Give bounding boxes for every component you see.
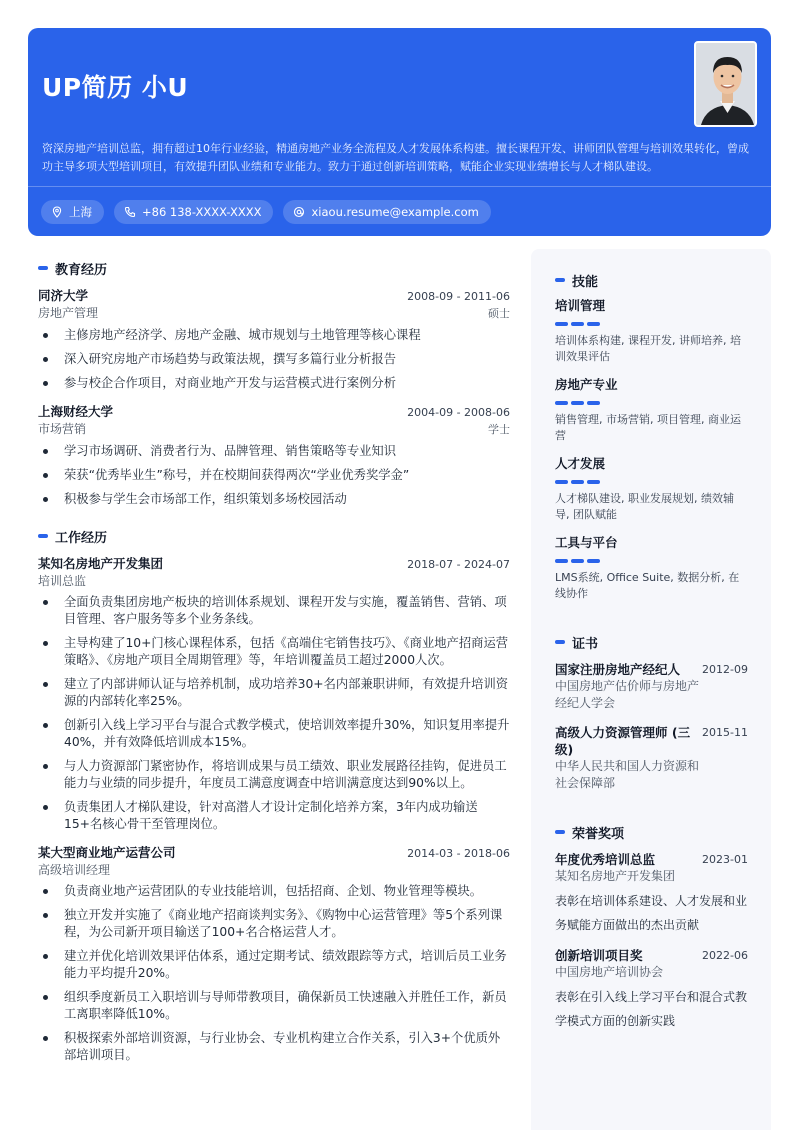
phone-icon (124, 206, 136, 218)
bullet-item: 与人力资源部门紧密协作，将培训成果与员工绩效、职业发展路径挂钩，促进员工能力与业绩的同步提升，年度员工满意度调查中培训满意度达到90%以上。 (38, 758, 510, 792)
bullet-item: 积极探索外部培训资源，与行业协会、专业机构建立合作关系，引入3+个优质外部培训项目。 (38, 1030, 510, 1064)
bullet-item: 深入研究房地产市场趋势与政策法规，撰写多篇行业分析报告 (38, 351, 510, 368)
education-item (38, 402, 510, 508)
award-date: 2022-06 (702, 949, 748, 962)
certificate-date: 2015-11 (702, 726, 748, 739)
contact-location-text: 上海 (69, 205, 92, 219)
skill-item (555, 375, 748, 444)
degree: 硕士 (488, 307, 510, 320)
skill-description: 人才梯队建设, 职业发展规划, 绩效辅导, 团队赋能 (555, 492, 734, 521)
school-name: 同济大学 (38, 288, 89, 303)
section-marker (38, 266, 48, 270)
skill-name: 人才发展 (555, 456, 606, 471)
bullet-item: 独立开发并实施了《商业地产招商谈判实务》、《购物中心运营管理》等5个系列课程，为公司新开项目输送了100+名合格运营人才。 (38, 907, 510, 941)
section-marker (555, 830, 565, 834)
skill-level-indicator (555, 559, 748, 563)
school-name: 上海财经大学 (38, 404, 114, 419)
bullet-item: 主修房地产经济学、房地产金融、城市规划与土地管理等核心课程 (38, 327, 510, 344)
location-icon (51, 206, 63, 218)
resume-header (28, 28, 771, 236)
award-name: 创新培训项目奖 (555, 948, 643, 963)
bullet-item: 建立了内部讲师认证与培养机制，成功培养30+名内部兼职讲师，有效提升培训资源的内部转化率25%。 (38, 676, 510, 710)
email-icon (293, 206, 305, 218)
bullet-item: 全面负责集团房地产板块的培训体系规划、课程开发与实施，覆盖销售、营销、项目管理、客户服务等多个业务条线。 (38, 594, 510, 628)
education-bullets (38, 327, 510, 392)
education-item (38, 286, 510, 392)
award-description: 表彰在培训体系建设、人才发展和业务赋能方面做出的杰出贡献 (555, 894, 748, 932)
bullet-item: 荣获“优秀毕业生”称号，并在校期间获得两次“学业优秀奖学金” (38, 467, 510, 484)
certificate-name: 国家注册房地产经纪人 (555, 662, 681, 677)
education-section-title: 教育经历 (38, 258, 510, 278)
education-date: 2008-09 - 2011-06 (407, 290, 510, 303)
certificate-item (555, 724, 748, 792)
certificate-issuer: 中国房地产估价师与房地产经纪人学会 (555, 679, 700, 710)
skill-description: 培训体系构建, 课程开发, 讲师培养, 培训效果评估 (555, 334, 741, 363)
skill-name: 工具与平台 (555, 535, 618, 550)
profile-photo (694, 41, 757, 127)
job-item (38, 554, 510, 833)
bullet-item: 学习市场调研、消费者行为、品牌管理、销售策略等专业知识 (38, 443, 510, 460)
bullet-item: 组织季度新员工入职培训与导师带教项目，确保新员工快速融入并胜任工作，新员工离职率降低10%。 (38, 989, 510, 1023)
award-issuer: 某知名房地产开发集团 (555, 869, 676, 883)
bullet-item: 主导构建了10+门核心课程体系，包括《高端住宅销售技巧》、《商业地产招商运营策略》、《房地产项目全周期管理》等，年培训覆盖员工超过2000人次。 (38, 635, 510, 669)
bullet-item: 参与校企合作项目，对商业地产开发与运营模式进行案例分析 (38, 375, 510, 392)
award-issuer: 中国房地产培训协会 (555, 965, 664, 979)
education-bullets (38, 443, 510, 508)
bullet-item: 负责集团人才梯队建设，针对高潜人才设计定制化培养方案，3年内成功输送15+名核心骨干至管理岗位。 (38, 799, 510, 833)
skill-level-indicator (555, 480, 748, 484)
contact-phone-text: +86 138-XXXX-XXXX (142, 205, 262, 219)
awards-section-title: 荣誉奖项 (555, 822, 748, 842)
job-item (38, 843, 510, 1064)
contact-email-text: xiaou.resume@example.com (311, 205, 479, 219)
bullet-item: 建立并优化培训效果评估体系，通过定期考试、绩效跟踪等方式，培训后员工业务能力平均提升20%。 (38, 948, 510, 982)
section-marker (555, 278, 565, 282)
certificate-name: 高级人力资源管理师 (三级) (555, 725, 691, 757)
candidate-name: UP简历 小U (42, 73, 189, 102)
company-name: 某知名房地产开发集团 (38, 556, 164, 571)
skill-description: 销售管理, 市场营销, 项目管理, 商业运营 (555, 413, 741, 442)
skill-item (555, 296, 748, 365)
section-marker (555, 640, 565, 644)
contact-list (41, 200, 491, 224)
skills-section-title: 技能 (555, 270, 748, 290)
skill-item (555, 533, 748, 602)
skill-description: LMS系统, Office Suite, 数据分析, 在线协作 (555, 571, 740, 600)
bullet-item: 创新引入线上学习平台与混合式教学模式，使培训效率提升30%，知识复用率提升40%，并有效降低培训成本15%。 (38, 717, 510, 751)
award-description: 表彰在引入线上学习平台和混合式教学模式方面的创新实践 (555, 990, 748, 1028)
degree: 学士 (488, 423, 510, 436)
company-name: 某大型商业地产运营公司 (38, 845, 176, 860)
job-bullets (38, 883, 510, 1064)
job-date: 2014-03 - 2018-06 (407, 847, 510, 860)
sidebar (555, 270, 748, 1033)
certificate-date: 2012-09 (702, 663, 748, 676)
contact-location[interactable] (41, 200, 104, 224)
award-name: 年度优秀培训总监 (555, 852, 656, 867)
award-item (555, 851, 748, 937)
work-section-title: 工作经历 (38, 526, 510, 546)
skill-name: 房地产专业 (555, 377, 618, 392)
main-column (38, 258, 510, 1071)
education-date: 2004-09 - 2008-06 (407, 406, 510, 419)
certificate-item (555, 661, 748, 712)
section-marker (38, 534, 48, 538)
certificate-issuer: 中华人民共和国人力资源和社会保障部 (555, 759, 700, 790)
contact-email[interactable] (283, 200, 490, 224)
profile-summary: 资深房地产培训总监，拥有超过10年行业经验，精通房地产业务全流程及人才发展体系构建。擅长课程开发、讲师团队管理与培训效果转化，曾成功主导多项大型培训项目，有效提升团队业绩和专业能力。致力于通过创新培训策略，赋能企业实现业绩增长与人才梯队建设。 (42, 142, 749, 173)
award-date: 2023-01 (702, 853, 748, 866)
award-item (555, 947, 748, 1033)
skill-level-indicator (555, 322, 748, 326)
bullet-item: 负责商业地产运营团队的专业技能培训，包括招商、企划、物业管理等模块。 (38, 883, 510, 900)
job-bullets (38, 594, 510, 833)
bullet-item: 积极参与学生会市场部工作，组织策划多场校园活动 (38, 491, 510, 508)
major: 市场营销 (38, 422, 87, 436)
job-title: 培训总监 (38, 574, 87, 588)
skill-name: 培训管理 (555, 298, 606, 313)
contact-phone[interactable] (114, 200, 273, 224)
skill-item (555, 454, 748, 523)
job-title: 高级培训经理 (38, 863, 111, 877)
skill-level-indicator (555, 401, 748, 405)
job-date: 2018-07 - 2024-07 (407, 558, 510, 571)
major: 房地产管理 (38, 306, 99, 320)
certificates-section-title: 证书 (555, 632, 748, 652)
header-divider (28, 186, 771, 187)
